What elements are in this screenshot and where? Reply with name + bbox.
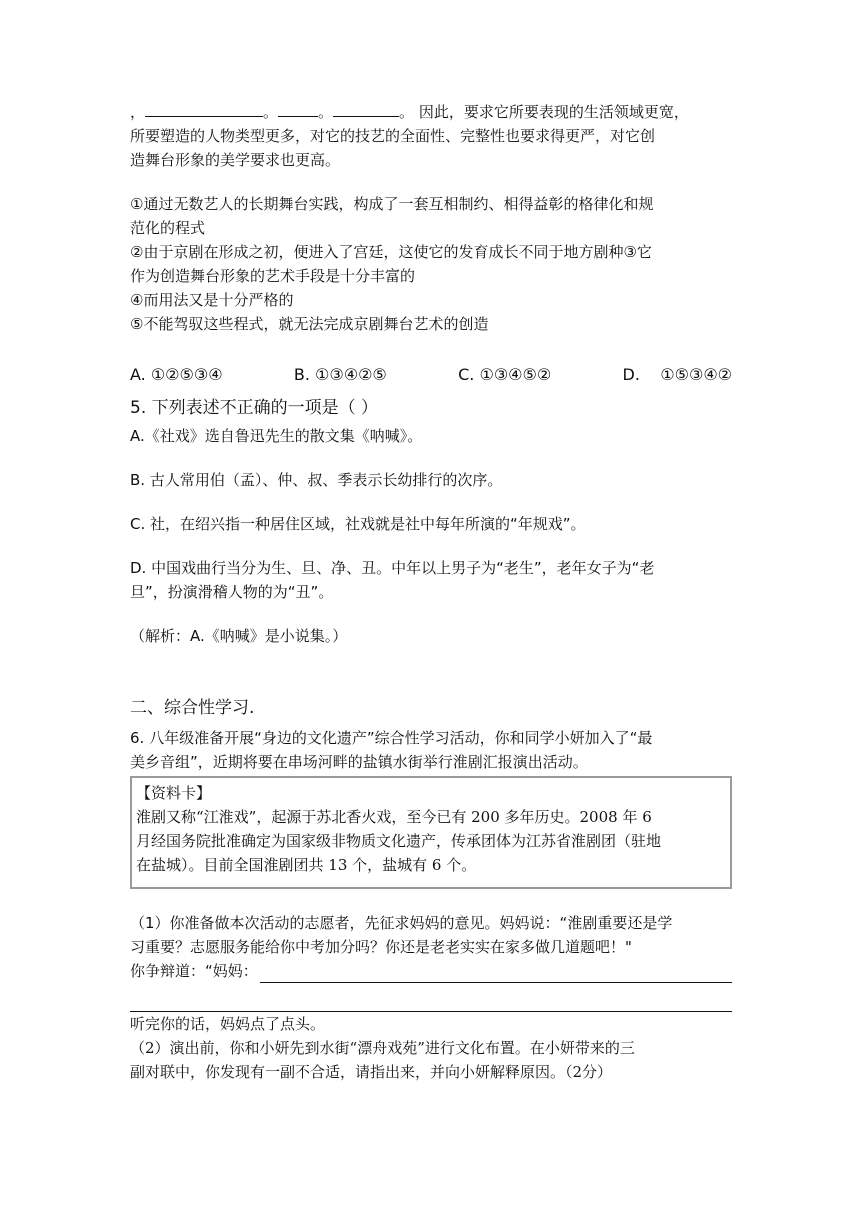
q4-item-4: ④而用法又是十分严格的 [130, 291, 294, 309]
blank-3[interactable] [333, 102, 399, 117]
q6-sub1-after: 听完你的话，妈妈点了点头。 [130, 1015, 326, 1033]
info-card-line-3: 在盐城）。目前全国淮剧团共 13 个，盐城有 6 个。 [136, 856, 477, 874]
info-card-title: 【资料卡】 [136, 784, 212, 802]
info-card-line-2: 月经国务院批准确定为国家级非物质文化遗产，传承团体为江苏省淮剧团（驻地 [136, 832, 662, 850]
q4-item-2a: ②由于京剧在形成之初，便进入了宫廷，这使它的发育成长不同于地方剧种③它 [130, 243, 652, 261]
q5-option-d-line1[interactable]: D. 中国戏曲行当分为生、旦、净、丑。中年以上男子为“老生”，老年女子为“老 [130, 559, 655, 577]
q6-sub2-line1: （2）演出前，你和小妍先到水街“漂舟戏苑”进行文化布置。在小妍带来的三 [130, 1039, 635, 1057]
info-card [130, 776, 732, 889]
q6-sub1-line1: （1）你准备做本次活动的志愿者，先征求妈妈的意见。妈妈说：“淮剧重要还是学 [130, 914, 673, 932]
info-card-line-1: 淮剧又称“江淮戏”，起源于苏北香火戏，至今已有 200 多年历史。2008 年 6 [136, 808, 652, 826]
q5-option-b[interactable]: B. 古人常用伯（孟）、仲、叔、季表示长幼排行的次序。 [130, 471, 503, 489]
q6-intro-line1: 6. 八年级准备开展“身边的文化遗产”综合性学习活动，你和同学小妍加入了“最 [130, 729, 653, 747]
q4-options [130, 362, 732, 388]
q4-item-2b: 作为创造舞台形象的艺术手段是十分丰富的 [130, 267, 416, 285]
q4-item-1a: ①通过无数艺人的长期舞台实践，构成了一套互相制约、相得益彰的格律化和规 [130, 195, 654, 213]
q4-line1 [130, 100, 732, 124]
answer-line-1[interactable] [260, 964, 732, 983]
q6-sub1-answer-row [130, 959, 732, 983]
q4-line2: 所要塑造的人物类型更多，对它的技艺的全面性、完整性也要求得更严，对它创 [130, 127, 656, 145]
q5-option-c[interactable]: C. 社，在绍兴指一种居住区域，社戏就是社中每年所演的“年规戏”。 [130, 515, 586, 533]
q6-intro-line2: 美乡音组”，近期将要在串场河畔的盐镇水街举行淮剧汇报演出活动。 [130, 753, 588, 771]
q5-analysis: （解析：A.《呐喊》是小说集。） [130, 627, 348, 645]
q6-sub1-prompt: 你争辩道：“妈妈： [130, 962, 258, 980]
q6-sub2-line2: 副对联中，你发现有一副不合适，请指出来，并向小妍解释原因。（2分） [130, 1063, 613, 1081]
blank-1[interactable] [145, 102, 263, 117]
blank-2[interactable] [278, 102, 318, 117]
worksheet-page [130, 100, 732, 1084]
q4-item-5: ⑤不能驾驭这些程式，就无法完成京剧舞台艺术的创造 [130, 315, 489, 333]
q4-line1-prefix: ， [130, 103, 146, 121]
q4-option-c[interactable]: C. ①③④⑤② [458, 365, 552, 384]
q5-title: 5. 下列表述不正确的一项是（ ） [130, 398, 379, 418]
q5-option-d-line2: 旦”，扮演滑稽人物的为“丑”。 [130, 583, 334, 601]
q4-option-a[interactable]: A. ①②⑤③④ [130, 365, 223, 384]
q4-line1-suffix: 。 因此，要求它所要表现的生活领域更宽， [399, 103, 689, 121]
answer-line-2[interactable] [130, 983, 732, 1012]
section-2-title: 二、综合性学习. [130, 698, 255, 718]
q4-option-d[interactable]: D. ①⑤③④② [622, 365, 732, 384]
q4-line1-mid1: 。 [263, 103, 279, 121]
q4-line3: 造舞台形象的美学要求也更高。 [130, 151, 341, 169]
q5-option-a[interactable]: A.《社戏》选自鲁迅先生的散文集《呐喊》。 [130, 427, 423, 445]
q4-line1-mid2: 。 [318, 103, 334, 121]
q4-item-1b: 范化的程式 [130, 219, 206, 237]
q6-sub1-line2: 习重要？志愿服务能给你中考加分吗？你还是老老实实在家多做几道题吧！" [130, 938, 632, 956]
q4-option-b[interactable]: B. ①③④②⑤ [293, 365, 387, 384]
